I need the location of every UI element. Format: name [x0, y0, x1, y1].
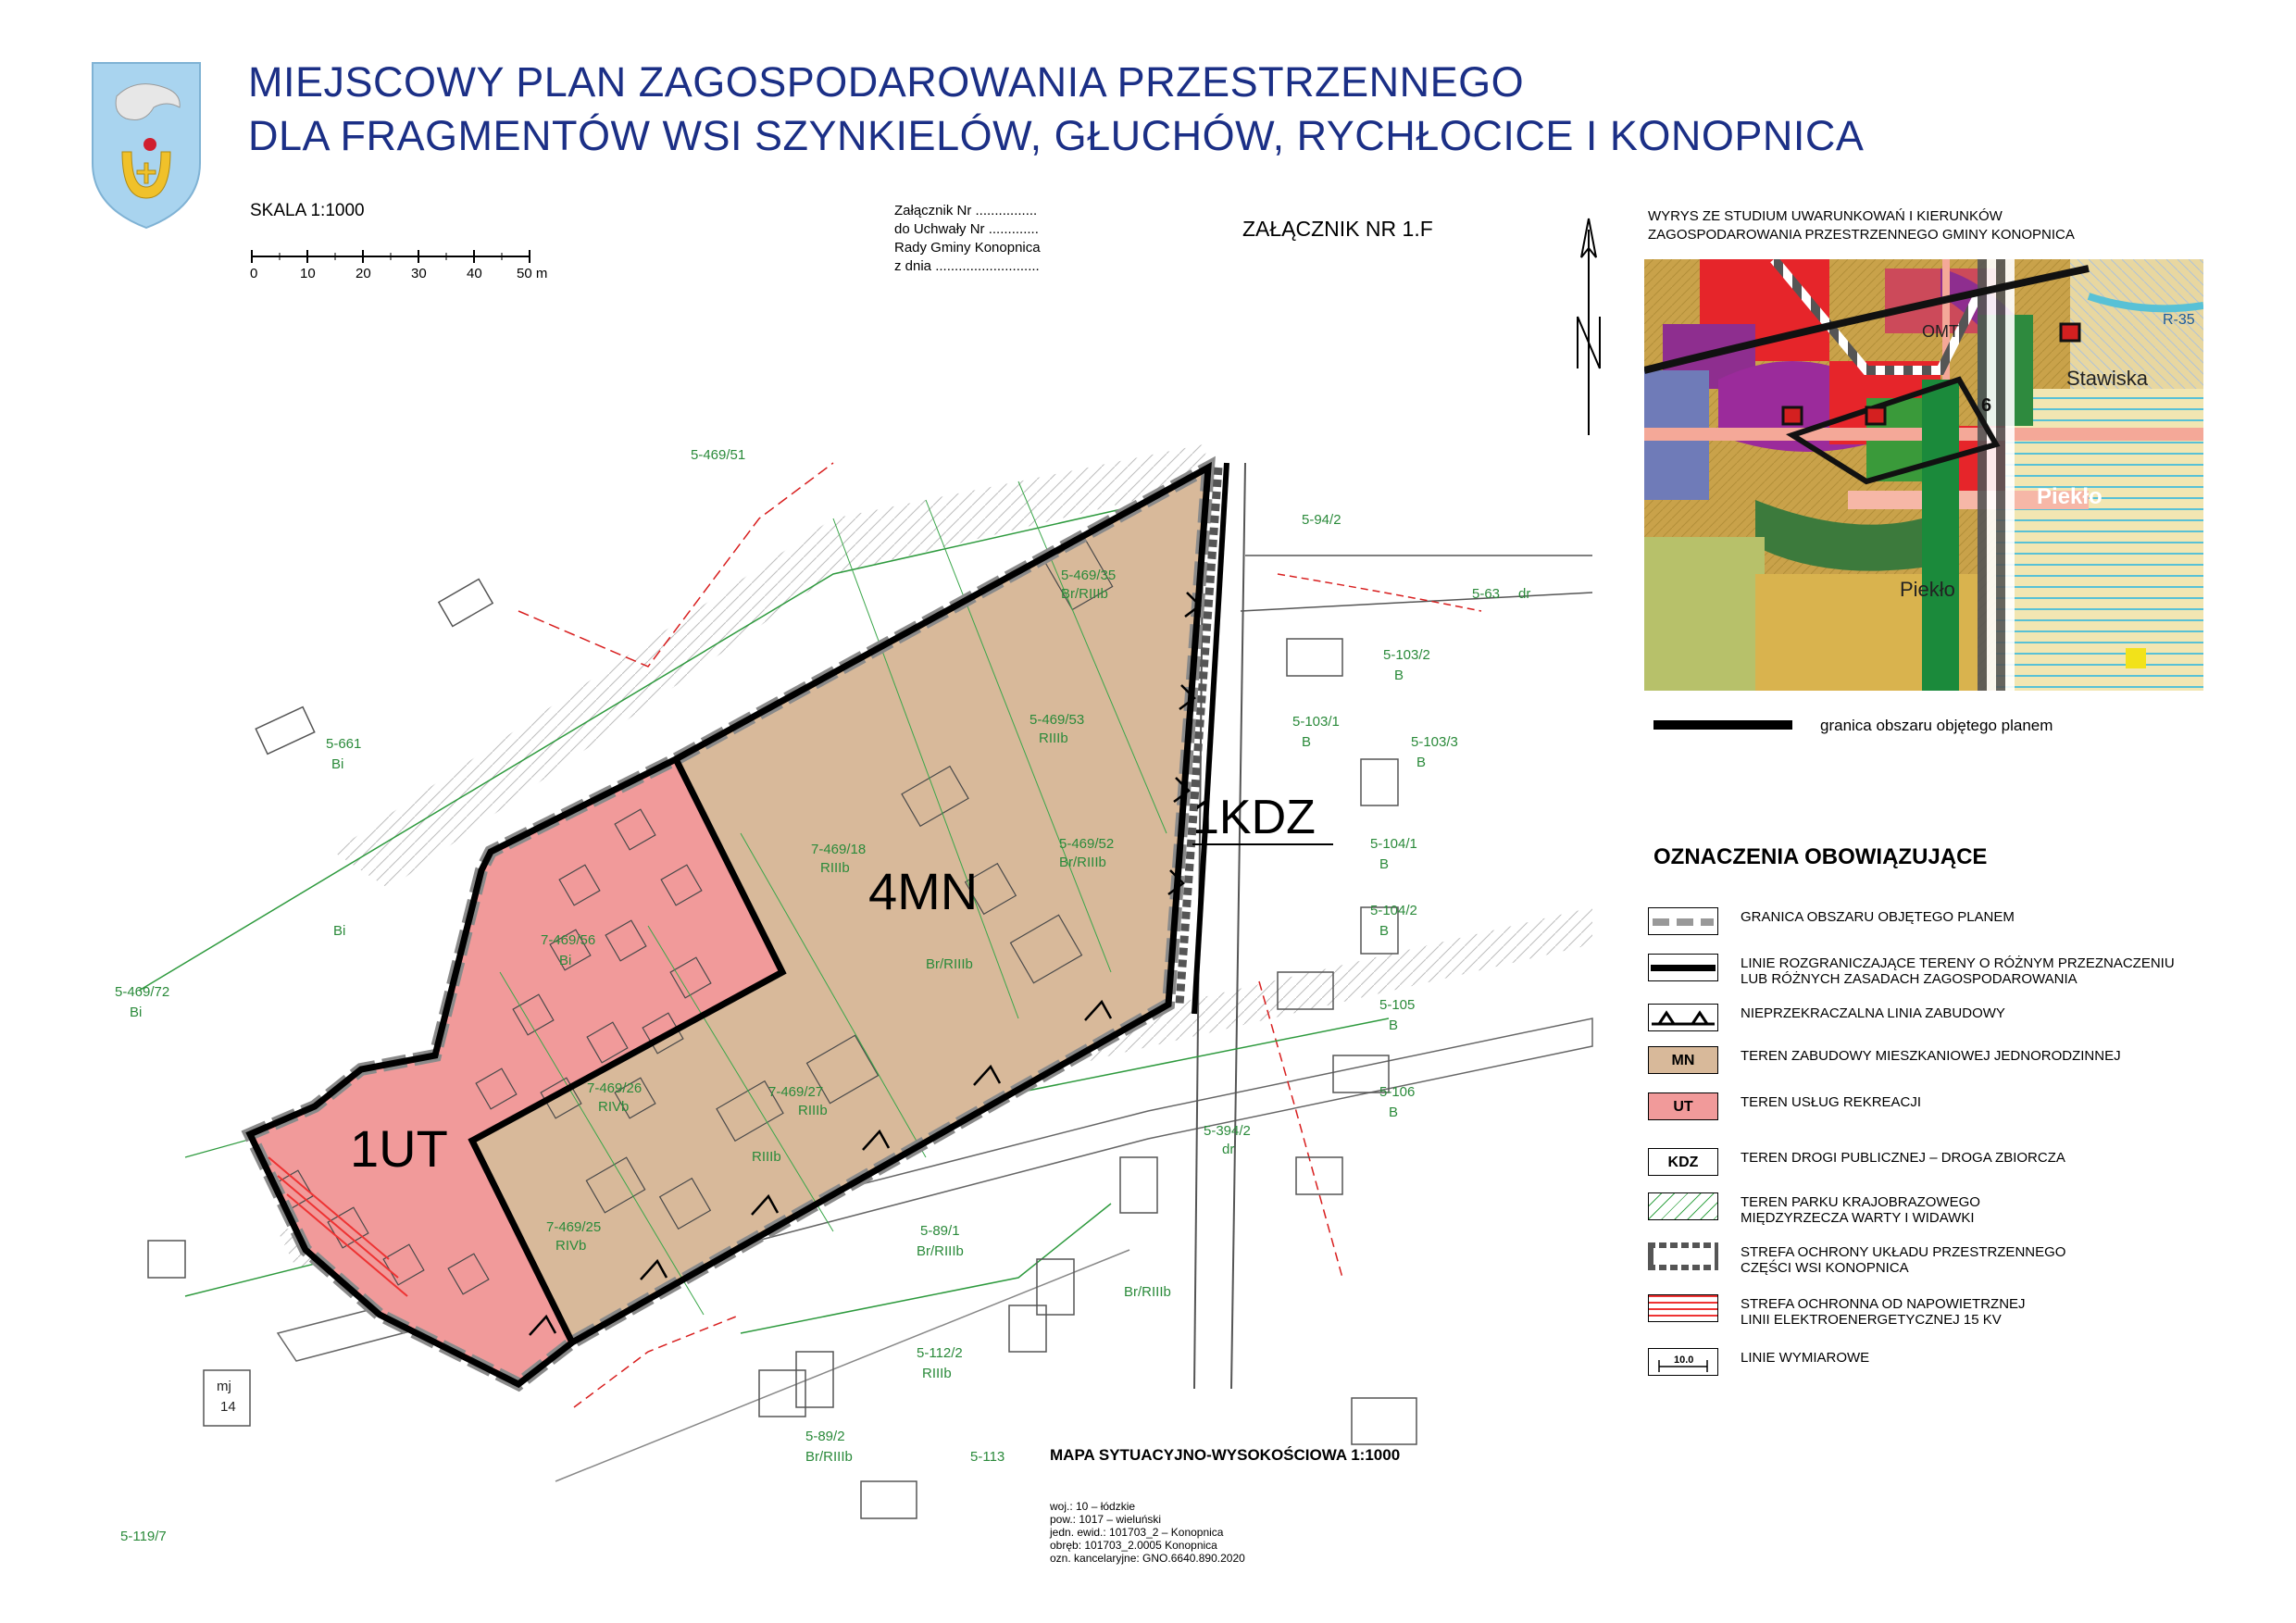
- legend-item-protection-zone: [1648, 1239, 2277, 1280]
- parcel-label: 5-103/1: [1292, 714, 1340, 730]
- study-place-label: 6: [1981, 395, 1992, 416]
- scale-tick-30: 30: [411, 266, 427, 281]
- legend-label: TEREN USŁUG REKREACJI: [1741, 1094, 1922, 1110]
- legend-item-kdz: [1648, 1144, 2277, 1185]
- boundary-caption: granica obszaru objętego planem: [1820, 717, 2053, 734]
- scale-tick-10: 10: [300, 266, 316, 281]
- legend-symbol-zone-boundaries: [1648, 954, 1718, 981]
- scale-label: SKALA 1:1000: [250, 201, 365, 220]
- parcel-label: 5-63: [1472, 586, 1501, 602]
- legend-title: OZNACZENIA OBOWIĄZUJĄCE: [1653, 844, 1988, 869]
- parcel-label: RIIIb: [752, 1149, 781, 1165]
- legend-item-landscape-park: [1648, 1189, 2277, 1230]
- parcel-label: 7-469/25: [546, 1219, 602, 1235]
- parcel-label: 5-94/2: [1302, 512, 1341, 528]
- parcel-label: Bi: [331, 756, 344, 772]
- parcel-label: Bi: [130, 1005, 143, 1020]
- parcel-label: dr: [1222, 1142, 1235, 1157]
- legend-label: LINIE ROZGRANICZAJĄCE TERENY O RÓŻNYM PRZEZNACZENIU: [1741, 955, 2175, 971]
- legend-label: CZĘŚCI WSI KONOPNICA: [1741, 1260, 1909, 1276]
- parcel-label: Bi: [559, 953, 572, 968]
- parcel-label: Br/RIIIb: [1124, 1284, 1171, 1300]
- attachment-line: Rady Gminy Konopnica: [894, 240, 1041, 256]
- parcel-label: 5-104/2: [1370, 903, 1417, 918]
- legend-item-plan-boundary: [1648, 904, 2277, 944]
- study-extract-title-line-2: ZAGOSPODAROWANIA PRZESTRZENNEGO GMINY KONOPNICA: [1648, 227, 2075, 243]
- attachment-number: ZAŁĄCZNIK NR 1.F: [1242, 217, 1433, 241]
- parcel-label: 7-469/27: [768, 1084, 824, 1100]
- legend-symbol-landscape-park: [1648, 1192, 1718, 1220]
- scale-tick-50: 50 m: [517, 266, 548, 281]
- parcel-label: 7-469/26: [587, 1080, 643, 1096]
- parcel-label: 5-103/3: [1411, 734, 1458, 750]
- resolution-attachment-box: [894, 202, 1041, 276]
- parcel-label: Br/RIIIb: [1059, 855, 1106, 870]
- scale-tick-0: 0: [250, 266, 258, 281]
- parcel-label: B: [1389, 1105, 1399, 1120]
- legend-label: TEREN ZABUDOWY MIESZKANIOWEJ JEDNORODZINNEJ: [1741, 1048, 2121, 1064]
- plan-title: [248, 56, 1864, 163]
- parcel-label: RIVb: [598, 1099, 630, 1115]
- scale-bar: [250, 248, 546, 285]
- parcel-label: Br/RIIIb: [1061, 586, 1108, 602]
- study-place-label: Piekło: [2037, 484, 2103, 509]
- parcel-label: 5-112/2: [917, 1345, 963, 1361]
- study-place-label: OMT: [1922, 322, 1959, 341]
- boundary-sample-line: [1653, 720, 1792, 730]
- building-label: mj: [217, 1379, 231, 1394]
- metadata-line: pow.: 1017 – wieluński: [1050, 1513, 1162, 1526]
- parcel-label: B: [1416, 755, 1427, 770]
- study-place-label: R-35: [2163, 312, 2195, 328]
- legend-label: LINIE WYMIAROWE: [1741, 1350, 1870, 1366]
- parcel-label: 5-104/1: [1370, 836, 1417, 852]
- legend-label: TEREN DROGI PUBLICZNEJ – DROGA ZBIORCZA: [1741, 1150, 2065, 1166]
- scale-tick-40: 40: [467, 266, 482, 281]
- parcel-label: 5-89/2: [805, 1429, 845, 1444]
- dimension-sample-value: 10.0: [1674, 1355, 1694, 1366]
- scale-tick-20: 20: [356, 266, 371, 281]
- parcel-label: 5-113: [970, 1449, 1005, 1465]
- parcel-label: 5-469/52: [1059, 836, 1115, 852]
- legend-symbol-ut: UT: [1648, 1092, 1718, 1120]
- study-extract-title: [1648, 207, 2075, 244]
- parcel-label: 7-469/56: [541, 932, 596, 948]
- parcel-label: B: [1379, 923, 1390, 939]
- coat-of-arms-emblem: [89, 59, 204, 231]
- legend-item-building-line: [1648, 1000, 2277, 1041]
- legend-symbol-protection-zone: [1648, 1242, 1718, 1270]
- legend-label: LINII ELEKTROENERGETYCZNEJ 15 KV: [1741, 1312, 2002, 1328]
- legend-label: STREFA OCHRONNA OD NAPOWIETRZNEJ: [1741, 1296, 2026, 1312]
- metadata-line: jedn. ewid.: 101703_2 – Konopnica: [1050, 1526, 1224, 1539]
- attachment-line: do Uchwały Nr .............: [894, 221, 1039, 237]
- legend-item-power-line-zone: [1648, 1291, 2277, 1331]
- legend-label: NIEPRZEKRACZALNA LINIA ZABUDOWY: [1741, 1005, 2005, 1021]
- parcel-label: 5-469/53: [1029, 712, 1085, 728]
- parcel-label: 5-469/35: [1061, 568, 1117, 583]
- attachment-line: Załącznik Nr ................: [894, 203, 1038, 218]
- legend-symbol-dimension-lines: [1648, 1348, 1718, 1376]
- legend-item-mn: [1648, 1042, 2277, 1083]
- parcel-label: 5-89/1: [920, 1223, 960, 1239]
- legend-label: STREFA OCHRONY UKŁADU PRZESTRZENNEGO: [1741, 1244, 2066, 1260]
- legend-symbol-building-line: [1648, 1004, 1718, 1031]
- parcel-label: Bi: [333, 923, 346, 939]
- metadata-line: obręb: 101703_2.0005 Konopnica: [1050, 1539, 1217, 1552]
- parcel-label: 5-469/72: [115, 984, 170, 1000]
- study-place-label: Stawiska: [2066, 367, 2149, 390]
- zone-label-4mn: 4MN: [868, 862, 979, 920]
- parcel-label: 7-469/18: [811, 842, 867, 857]
- parcel-label: B: [1394, 668, 1404, 683]
- parcel-label: B: [1302, 734, 1312, 750]
- legend-label: TEREN PARKU KRAJOBRAZOWEGO: [1741, 1194, 1980, 1210]
- parcel-label: 5-106: [1379, 1084, 1416, 1100]
- situational-height-map: [107, 315, 1598, 1574]
- parcel-label: 5-469/51: [691, 447, 746, 463]
- legend-symbol-kdz: KDZ: [1648, 1148, 1718, 1176]
- study-extract-map: [1644, 259, 2203, 691]
- parcel-label: B: [1379, 856, 1390, 872]
- legend-symbol-mn: MN: [1648, 1046, 1718, 1074]
- parcel-label: 5-119/7: [120, 1529, 167, 1544]
- metadata-line: ozn. kancelaryjne: GNO.6640.890.2020: [1050, 1552, 1245, 1565]
- plan-title-line-1: MIEJSCOWY PLAN ZAGOSPODAROWANIA PRZESTRZENNEGO: [248, 58, 1525, 106]
- attachment-line: z dnia ...........................: [894, 258, 1040, 274]
- legend-label: LUB RÓŻNYCH ZASADACH ZAGOSPODAROWANIA: [1741, 971, 2078, 987]
- parcel-label: 5-661: [326, 736, 362, 752]
- study-extract-title-line-1: WYRYS ZE STUDIUM UWARUNKOWAŃ I KIERUNKÓW: [1648, 208, 2003, 224]
- building-label: 14: [220, 1399, 236, 1415]
- parcel-label: dr: [1518, 586, 1531, 602]
- legend-label: GRANICA OBSZARU OBJĘTEGO PLANEM: [1741, 909, 2015, 925]
- parcel-label: 5-105: [1379, 997, 1416, 1013]
- parcel-label: RIIIb: [798, 1103, 828, 1118]
- parcel-label: RIIIb: [820, 860, 850, 876]
- parcel-label: 5-103/2: [1383, 647, 1430, 663]
- zone-label-1kdz: 1KDZ: [1192, 791, 1316, 844]
- legend-symbol-plan-boundary: [1648, 907, 1718, 935]
- map-metadata: [1050, 1500, 1245, 1565]
- parcel-label: RIIIb: [1039, 730, 1068, 746]
- parcel-label: RIVb: [555, 1238, 587, 1254]
- legend-item-ut: [1648, 1089, 2277, 1130]
- legend-item-dimension-lines: [1648, 1344, 2277, 1385]
- map-caption: MAPA SYTUACYJNO-WYSOKOŚCIOWA 1:1000: [1050, 1446, 1401, 1464]
- legend-item-zone-boundaries: [1648, 950, 2277, 991]
- zone-label-1ut: 1UT: [350, 1119, 448, 1178]
- metadata-line: woj.: 10 – łódzkie: [1050, 1500, 1136, 1513]
- parcel-label: RIIIb: [922, 1366, 952, 1381]
- legend-symbol-power-line-zone: [1648, 1294, 1718, 1322]
- study-place-label: Piekło: [1900, 578, 1955, 601]
- parcel-label: B: [1389, 1017, 1399, 1033]
- parcel-label: Br/RIIIb: [926, 956, 973, 972]
- parcel-label: Br/RIIIb: [805, 1449, 853, 1465]
- plan-title-line-2: DLA FRAGMENTÓW WSI SZYNKIELÓW, GŁUCHÓW, RYCHŁOCICE I KONOPNICA: [248, 112, 1865, 159]
- legend-label: MIĘDZYRZECZA WARTY I WIDAWKI: [1741, 1210, 1975, 1226]
- parcel-label: Br/RIIIb: [917, 1243, 964, 1259]
- parcel-label: 5-394/2: [1204, 1123, 1251, 1139]
